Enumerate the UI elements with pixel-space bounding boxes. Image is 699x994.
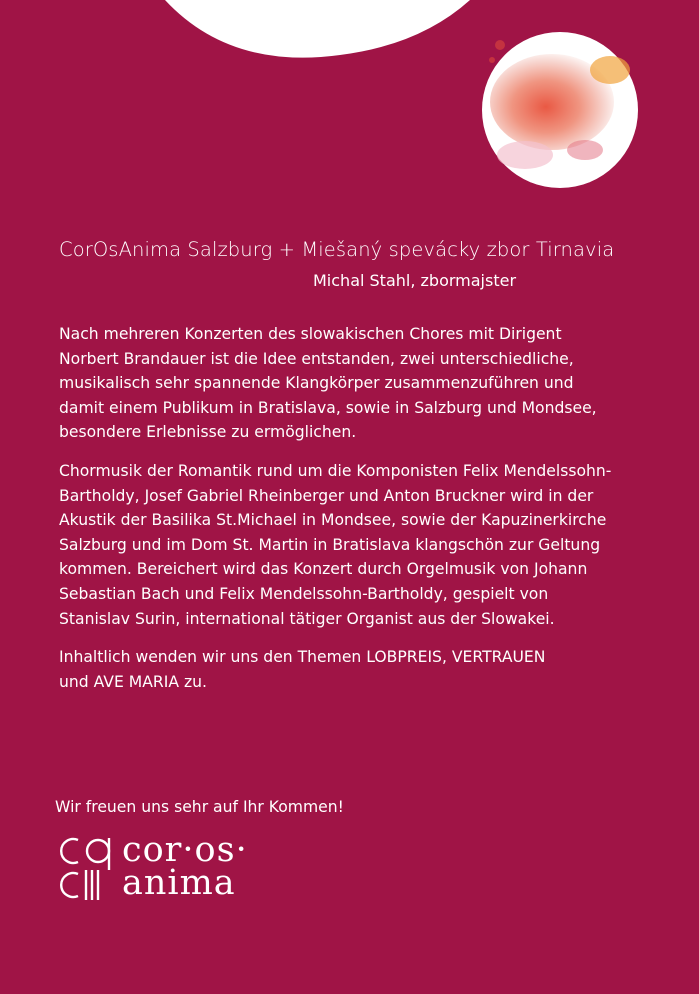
paragraph-program: Chormusik der Romantik rund um die Komponisten Felix Mendelssohn- Bartholdy, Josef Gabriel Rheinberger und Anton Bruckner wird in der Akustik der Basilika St.Michael in Mondsee, sowie der Kapuzinerkirche Salzburg und im Dom St. Martin in Bratislava klangschön zur Geltung kommen. Bereichert wird das Konzert durch Orgelmusik von Johann Sebastian Bach und Felix Mendelssohn-Bartholdy, gespielt von Stanislav Surin, international tätiger Organist aus der Slowakei. (59, 461, 612, 628)
logo-line-1: cor·os· (122, 830, 248, 870)
subtitle-conductor: Michal Stahl, zbormajster (313, 271, 517, 290)
coros-anima-logo (58, 830, 248, 904)
logo-wordmark (122, 830, 248, 903)
paragraph-intro: Nach mehreren Konzerten des slowakischen Chores mit Dirigent Norbert Brandauer ist die Idee entstanden, zwei unterschiedliche, musikalisch sehr spannende Klangkörper zusammenzuführen und damit einem Publikum in Bratislava, sowie in Salzburg und Mondsee, besondere Erlebnisse zu ermöglichen. (59, 325, 597, 442)
headline: CorOsAnima Salzburg + Miešaný spevácky zbor Tirnavia (59, 238, 615, 261)
closing-line: Wir freuen uns sehr auf Ihr Kommen! (55, 798, 344, 816)
paragraph-themes: Inhaltlich wenden wir uns den Themen LOBPREIS, VERTRAUEN und AVE MARIA zu. (59, 648, 546, 691)
logo-line-2: anima (122, 863, 236, 903)
decorative-watercolor-circle (0, 0, 699, 200)
body-text (59, 322, 659, 708)
coros-anima-monogram-icon (58, 834, 114, 904)
